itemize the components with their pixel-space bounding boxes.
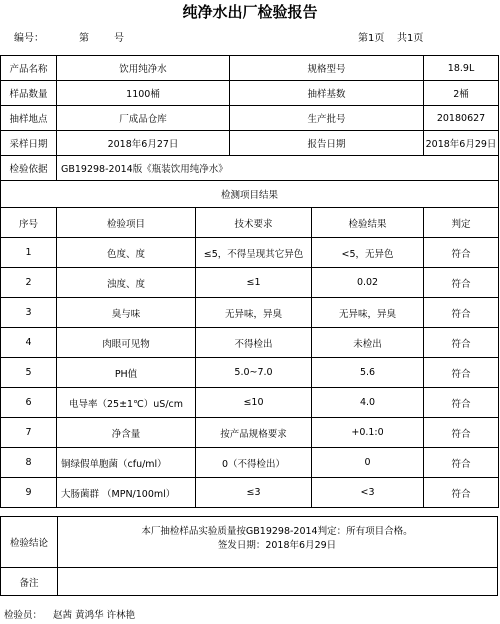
report-no-di: 第: [79, 33, 89, 44]
result-row: [1, 448, 499, 478]
report-no-hao: 号: [114, 33, 124, 44]
row-index: 9: [1, 478, 57, 508]
basis-value: GB19298-2014版《瓶装饮用纯净水》: [57, 156, 499, 181]
info-label: 产品名称: [1, 56, 57, 81]
page-number: 第1页: [358, 33, 385, 44]
row-verdict: 符合: [424, 298, 499, 328]
row-index: 4: [1, 328, 57, 358]
report-title: 纯净水出厂检验报告: [182, 3, 318, 21]
row-item: 浊度、度: [57, 268, 196, 298]
row-result: 未检出: [312, 328, 424, 358]
info-value: 2018年6月27日: [57, 131, 230, 156]
row-index: 1: [1, 238, 57, 268]
row-index: 6: [1, 388, 57, 418]
row-index: 8: [1, 448, 57, 478]
row-verdict: 符合: [424, 328, 499, 358]
row-requirement: ≤3: [196, 478, 312, 508]
row-result: 5.6: [312, 358, 424, 388]
row-requirement: 按产品规格要求: [196, 418, 312, 448]
row-requirement: 无异味，异臭: [196, 298, 312, 328]
remarks-label: 备注: [1, 568, 58, 595]
row-result: 4.0: [312, 388, 424, 418]
row-verdict: 符合: [424, 448, 499, 478]
row-index: 3: [1, 298, 57, 328]
row-verdict: 符合: [424, 478, 499, 508]
row-item: 肉眼可见物: [57, 328, 196, 358]
row-result: <5，无异色: [312, 238, 424, 268]
row-result: <3: [312, 478, 424, 508]
row-item: 铜绿假单胞菌（cfu/ml）: [57, 448, 196, 478]
info-label: 样品数量: [1, 81, 57, 106]
basis-row: [1, 156, 499, 181]
result-row: [1, 478, 499, 508]
info-value: 饮用纯净水: [57, 56, 230, 81]
row-item: 色度、度: [57, 238, 196, 268]
header-verdict: 判定: [424, 208, 499, 238]
info-value: 18.9L: [424, 56, 499, 81]
result-row: [1, 388, 499, 418]
page-total: 共1页: [397, 33, 424, 44]
row-result: 0: [312, 448, 424, 478]
result-row: [1, 358, 499, 388]
row-requirement: 不得检出: [196, 328, 312, 358]
header-item: 检验项目: [57, 208, 196, 238]
row-item: 电导率（25±1℃）uS/cm: [57, 388, 196, 418]
conclusion-text: [57, 525, 497, 553]
inspector-names: 赵茜 黄鸿华 许林艳: [53, 610, 136, 621]
info-label: 抽样地点: [1, 106, 57, 131]
row-verdict: 符合: [424, 388, 499, 418]
info-label: 报告日期: [230, 131, 424, 156]
info-value: 2桶: [424, 81, 499, 106]
conclusion-line2: 签发日期：2018年6月29日: [217, 540, 337, 551]
row-item: 净含量: [57, 418, 196, 448]
section-title-row: [1, 181, 499, 208]
result-row: [1, 418, 499, 448]
row-index: 5: [1, 358, 57, 388]
conclusion-line1: 本厂抽检样品实验质量按GB19298-2014判定：所有项目合格。: [141, 526, 413, 537]
row-index: 7: [1, 418, 57, 448]
row-item: 臭与味: [57, 298, 196, 328]
row-requirement: ≤10: [196, 388, 312, 418]
info-row: [1, 81, 499, 106]
inspector-label: 检验员：: [4, 610, 43, 621]
row-item: 大肠菌群 （MPN/100ml）: [57, 478, 196, 508]
info-value: 1100桶: [57, 81, 230, 106]
inspector-line: [4, 607, 135, 621]
report-no-label: 编号：: [14, 33, 44, 44]
conclusion-box: [0, 516, 498, 568]
row-result: 0.02: [312, 268, 424, 298]
info-label: 生产批号: [230, 106, 424, 131]
remarks-box: [0, 567, 498, 596]
info-label: 抽样基数: [230, 81, 424, 106]
row-result: +0.1:0: [312, 418, 424, 448]
row-requirement: ≤1: [196, 268, 312, 298]
result-row: [1, 298, 499, 328]
row-verdict: 符合: [424, 358, 499, 388]
header-index: 序号: [1, 208, 57, 238]
row-requirement: ≤5，不得呈现其它异色: [196, 238, 312, 268]
row-verdict: 符合: [424, 418, 499, 448]
basis-label: 检验依据: [1, 156, 57, 181]
section-title: 检测项目结果: [1, 181, 499, 208]
row-result: 无异味，异臭: [312, 298, 424, 328]
info-label: 规格型号: [230, 56, 424, 81]
info-value: 20180627: [424, 106, 499, 131]
row-requirement: 5.0~7.0: [196, 358, 312, 388]
info-label: 采样日期: [1, 131, 57, 156]
row-verdict: 符合: [424, 238, 499, 268]
results-header-row: [1, 208, 499, 238]
conclusion-label: 检验结论: [1, 517, 58, 567]
report-table: [0, 55, 499, 508]
result-row: [1, 328, 499, 358]
info-value: 厂成品仓库: [57, 106, 230, 131]
row-index: 2: [1, 268, 57, 298]
info-value: 2018年6月29日: [424, 131, 499, 156]
row-requirement: 0（不得检出）: [196, 448, 312, 478]
info-row: [1, 131, 499, 156]
header-result: 检验结果: [312, 208, 424, 238]
row-verdict: 符合: [424, 268, 499, 298]
row-item: PH值: [57, 358, 196, 388]
result-row: [1, 268, 499, 298]
info-row: [1, 106, 499, 131]
header-requirement: 技术要求: [196, 208, 312, 238]
result-row: [1, 238, 499, 268]
info-row: [1, 56, 499, 81]
